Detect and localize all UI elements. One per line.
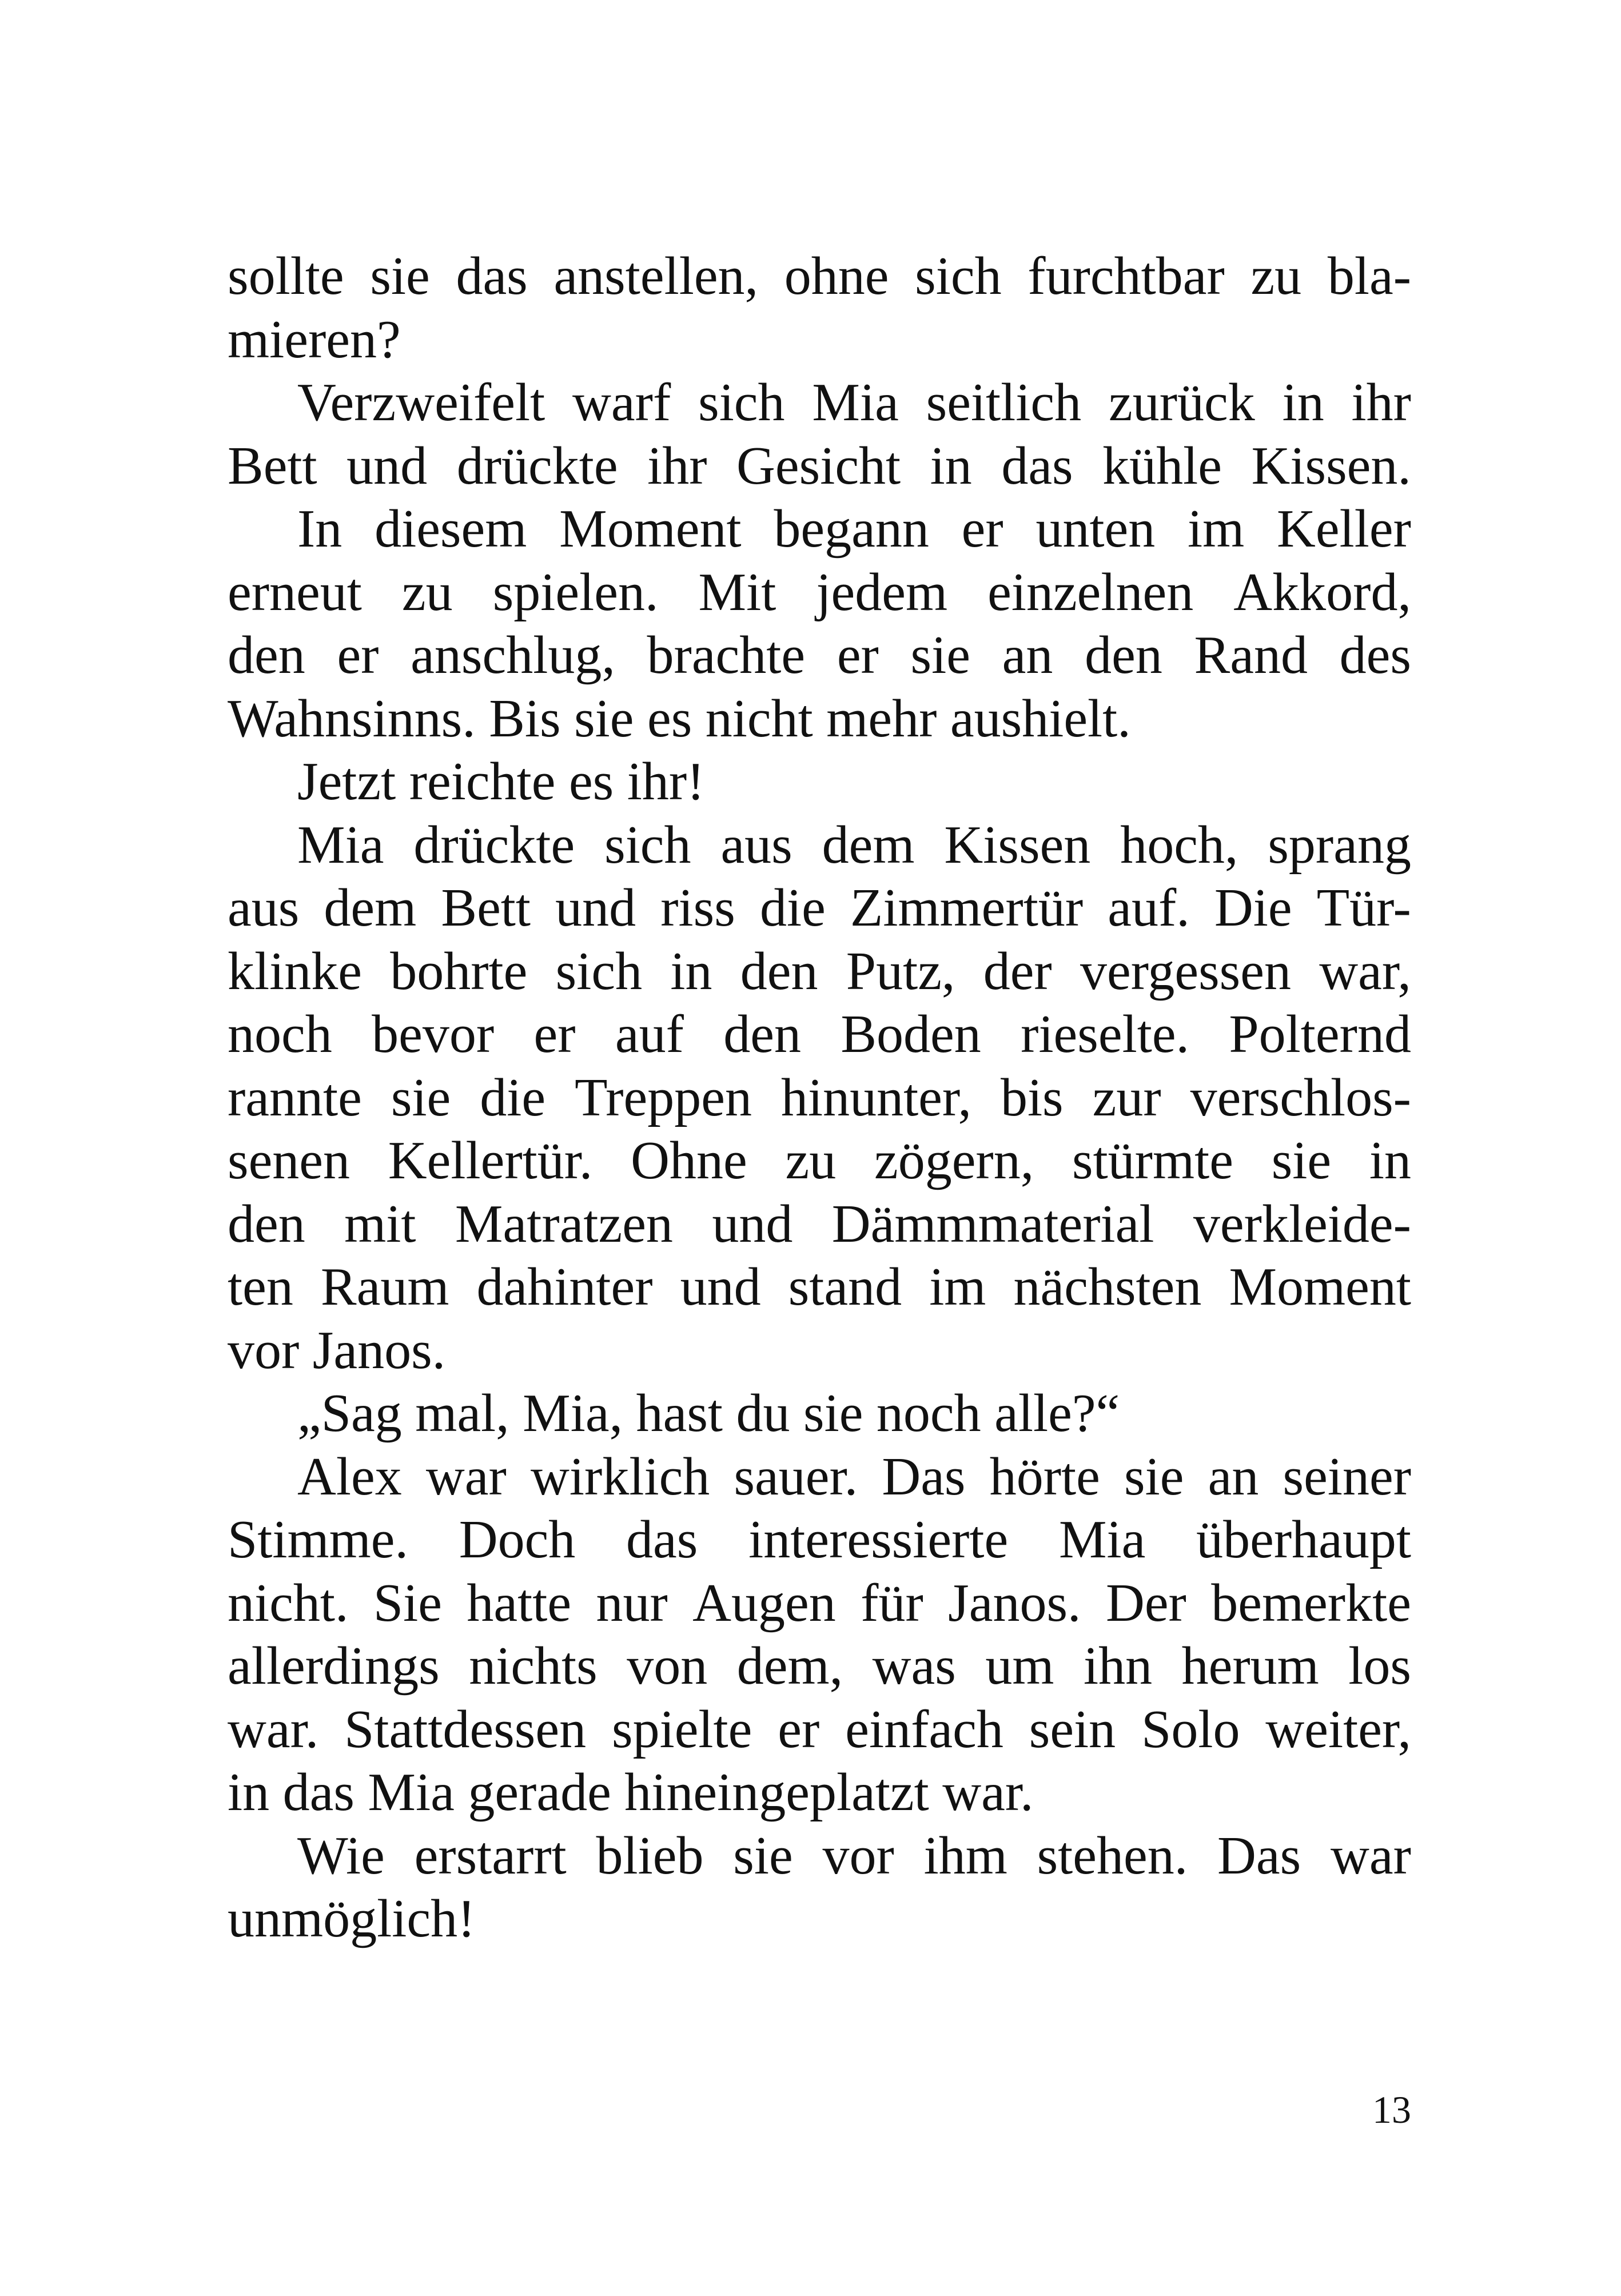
word: erstarrt — [414, 1825, 567, 1886]
word: verkleide- — [1193, 1194, 1411, 1254]
word: sich — [555, 941, 643, 1001]
word: hatte — [467, 1573, 572, 1633]
word: Akkord, — [1233, 562, 1411, 622]
word: warf — [572, 373, 671, 432]
word: rannte — [228, 1067, 362, 1127]
word: Polternd — [1229, 1005, 1411, 1064]
word: sauer. — [734, 1446, 858, 1506]
word: furchtbar — [1027, 246, 1225, 306]
word: die — [759, 878, 826, 938]
paragraph-start-line: „Sag mal, Mia, hast du sie noch alle?“ — [297, 1384, 1120, 1443]
paragraph-start-line — [228, 1824, 1411, 1888]
word: ihr — [1351, 373, 1411, 432]
word: den — [228, 1194, 305, 1254]
word: sie — [370, 246, 430, 306]
word: Alex — [297, 1446, 402, 1506]
word: bohrte — [390, 941, 528, 1001]
text-line: vor Janos. — [228, 1320, 446, 1380]
word: vor — [822, 1825, 894, 1886]
paragraph-start-line — [228, 497, 1411, 561]
word: in — [1369, 1131, 1411, 1190]
text-line: mieren? — [228, 309, 401, 369]
word: im — [1188, 499, 1245, 559]
word: einzelnen — [987, 562, 1194, 622]
word: allerdings — [228, 1636, 440, 1696]
word: nächsten — [1013, 1257, 1202, 1317]
word: spielte — [612, 1699, 752, 1759]
word: Mia — [812, 373, 899, 432]
word: anschlug, — [411, 625, 615, 685]
word: war — [425, 1446, 507, 1506]
word: und — [555, 878, 636, 938]
word: in — [930, 436, 972, 496]
text-line — [228, 1635, 1411, 1698]
text-line — [228, 1255, 1411, 1319]
word: das — [456, 246, 528, 306]
word: dem, — [736, 1636, 843, 1696]
word: seiner — [1283, 1446, 1411, 1506]
text-line — [228, 624, 1411, 687]
word: Matratzen — [455, 1194, 673, 1254]
word: diesem — [375, 499, 527, 559]
word: sie — [1124, 1446, 1184, 1506]
word: Dämmmaterial — [831, 1194, 1154, 1254]
word: Stattdessen — [344, 1699, 587, 1759]
word: Der — [1105, 1573, 1186, 1633]
word: los — [1348, 1636, 1411, 1696]
word: Mit — [698, 562, 776, 622]
word: Gesicht — [736, 436, 901, 496]
word: Tür- — [1316, 878, 1411, 938]
word: überhaupt — [1196, 1510, 1411, 1569]
word: hörte — [989, 1446, 1100, 1506]
word: von — [627, 1636, 708, 1696]
word: Die — [1214, 878, 1292, 938]
word: an — [1208, 1446, 1259, 1506]
word: ohne — [784, 246, 889, 306]
text-line: unmöglich! — [228, 1889, 476, 1948]
word: jedem — [816, 562, 948, 622]
word: kühle — [1102, 436, 1222, 496]
word: nichts — [469, 1636, 598, 1696]
word: um — [985, 1636, 1054, 1696]
word: drückte — [413, 815, 575, 875]
word: sein — [1029, 1699, 1116, 1759]
word: Doch — [459, 1510, 576, 1569]
word: seitlich — [926, 373, 1082, 432]
word: ihr — [647, 436, 707, 496]
word: war — [1330, 1825, 1411, 1886]
word: Putz, — [846, 941, 955, 1001]
word: er — [961, 499, 1003, 559]
text-line — [228, 245, 1411, 308]
word: begann — [774, 499, 929, 559]
word: drückte — [456, 436, 618, 496]
text-line — [228, 1193, 1411, 1256]
word: der — [983, 941, 1052, 1001]
word: sich — [698, 373, 785, 432]
word: verschlos- — [1190, 1067, 1411, 1127]
word: sollte — [228, 246, 344, 306]
word: war, — [1319, 941, 1411, 1001]
word: Mia — [297, 815, 384, 875]
word: herum — [1181, 1636, 1319, 1696]
paragraph-start-line — [228, 814, 1411, 877]
word: des — [1339, 625, 1411, 685]
word: Rand — [1194, 625, 1308, 685]
word: rieselte. — [1021, 1005, 1190, 1064]
word: dem — [822, 815, 915, 875]
word: klinke — [228, 941, 362, 1001]
paragraph-start-line — [228, 1445, 1411, 1509]
word: bevor — [372, 1005, 495, 1064]
word: zur — [1092, 1067, 1161, 1127]
word: Das — [882, 1446, 966, 1506]
word: Sie — [373, 1573, 442, 1633]
word: auf. — [1108, 878, 1190, 938]
word: Kellertür. — [388, 1131, 593, 1190]
word: hinunter, — [780, 1067, 971, 1127]
word: ten — [228, 1257, 293, 1317]
word: einfach — [845, 1699, 1003, 1759]
word: stürmte — [1072, 1131, 1233, 1190]
word: den — [723, 1005, 801, 1064]
text-line — [228, 561, 1411, 624]
word: sie — [391, 1067, 451, 1127]
word: sie — [733, 1825, 793, 1886]
paragraph-start-line: Jetzt reichte es ihr! — [297, 752, 705, 811]
text-line — [228, 1066, 1411, 1130]
word: anstellen, — [553, 246, 759, 306]
text-line — [228, 876, 1411, 940]
word: Moment — [1229, 1257, 1411, 1317]
word: Kissen. — [1251, 436, 1411, 496]
word: in — [670, 941, 712, 1001]
word: interessierte — [748, 1510, 1009, 1569]
text-line: Wahnsinns. Bis sie es nicht mehr aushielt. — [228, 688, 1131, 748]
word: Raum — [320, 1257, 449, 1317]
page-number: 13 — [1372, 2088, 1411, 2131]
word: noch — [228, 1005, 332, 1064]
word: zu — [401, 562, 453, 622]
word: Moment — [559, 499, 742, 559]
word: in — [1282, 373, 1324, 432]
word: für — [861, 1573, 923, 1633]
word: den — [228, 625, 305, 685]
word: stehen. — [1037, 1825, 1188, 1886]
word: bla- — [1327, 246, 1411, 306]
word: auf — [615, 1005, 684, 1064]
word: ihn — [1083, 1636, 1153, 1696]
word: Zimmertür — [850, 878, 1084, 938]
word: sie — [910, 625, 970, 685]
word: sich — [604, 815, 691, 875]
word: das — [1001, 436, 1073, 496]
word: er — [778, 1699, 820, 1759]
word: Boden — [841, 1005, 981, 1064]
text-line — [228, 940, 1411, 1003]
word: er — [837, 625, 879, 685]
word: Mia — [1058, 1510, 1146, 1569]
word: unten — [1035, 499, 1156, 559]
word: Augen — [692, 1573, 836, 1633]
word: was — [872, 1636, 956, 1696]
word: das — [626, 1510, 698, 1569]
word: Bett — [441, 878, 531, 938]
word: Kissen — [944, 815, 1091, 875]
word: In — [297, 499, 342, 559]
word: riss — [660, 878, 735, 938]
text-line — [228, 435, 1411, 498]
word: Bett — [228, 436, 317, 496]
word: er — [337, 625, 379, 685]
word: ihm — [923, 1825, 1007, 1886]
word: den — [1085, 625, 1162, 685]
text-line — [228, 1129, 1411, 1193]
word: Wie — [297, 1825, 385, 1886]
word: an — [1002, 625, 1053, 685]
word: brachte — [647, 625, 806, 685]
word: er — [533, 1005, 576, 1064]
word: nicht. — [228, 1573, 349, 1633]
word: Janos. — [948, 1573, 1081, 1633]
word: sich — [915, 246, 1002, 306]
word: und — [712, 1194, 793, 1254]
word: weiter, — [1265, 1699, 1411, 1759]
word: zögern, — [874, 1131, 1034, 1190]
paragraph-start-line — [228, 371, 1411, 435]
word: erneut — [228, 562, 362, 622]
body-text — [228, 245, 1411, 1951]
word: sprang — [1268, 815, 1411, 875]
text-line — [228, 1698, 1411, 1761]
word: vergessen — [1080, 941, 1291, 1001]
word: Treppen — [575, 1067, 752, 1127]
text-line — [228, 1508, 1411, 1572]
word: bemerkte — [1211, 1573, 1411, 1633]
word: und — [680, 1257, 761, 1317]
word: mit — [344, 1194, 416, 1254]
word: und — [346, 436, 428, 496]
word: sie — [1271, 1131, 1332, 1190]
word: Das — [1217, 1825, 1301, 1886]
word: war. — [228, 1699, 319, 1759]
word: den — [740, 941, 818, 1001]
word: spielen. — [492, 562, 659, 622]
word: bis — [1000, 1067, 1064, 1127]
text-line — [228, 1572, 1411, 1635]
word: zu — [785, 1131, 837, 1190]
word: aus — [720, 815, 792, 875]
text-line — [228, 1003, 1411, 1066]
word: wirklich — [531, 1446, 710, 1506]
word: im — [929, 1257, 986, 1317]
word: Ohne — [631, 1131, 747, 1190]
word: Solo — [1141, 1699, 1240, 1759]
word: Verzweifelt — [297, 373, 545, 432]
word: stand — [788, 1257, 902, 1317]
text-line: in das Mia gerade hineingeplatzt war. — [228, 1763, 1034, 1822]
word: dem — [324, 878, 417, 938]
word: senen — [228, 1131, 351, 1190]
word: dahinter — [476, 1257, 653, 1317]
word: blieb — [596, 1825, 704, 1886]
word: Keller — [1277, 499, 1411, 559]
word: die — [480, 1067, 546, 1127]
word: aus — [228, 878, 300, 938]
word: hoch, — [1120, 815, 1238, 875]
word: zu — [1250, 246, 1302, 306]
word: zurück — [1108, 373, 1255, 432]
word: Stimme. — [228, 1510, 408, 1569]
word: nur — [596, 1573, 668, 1633]
